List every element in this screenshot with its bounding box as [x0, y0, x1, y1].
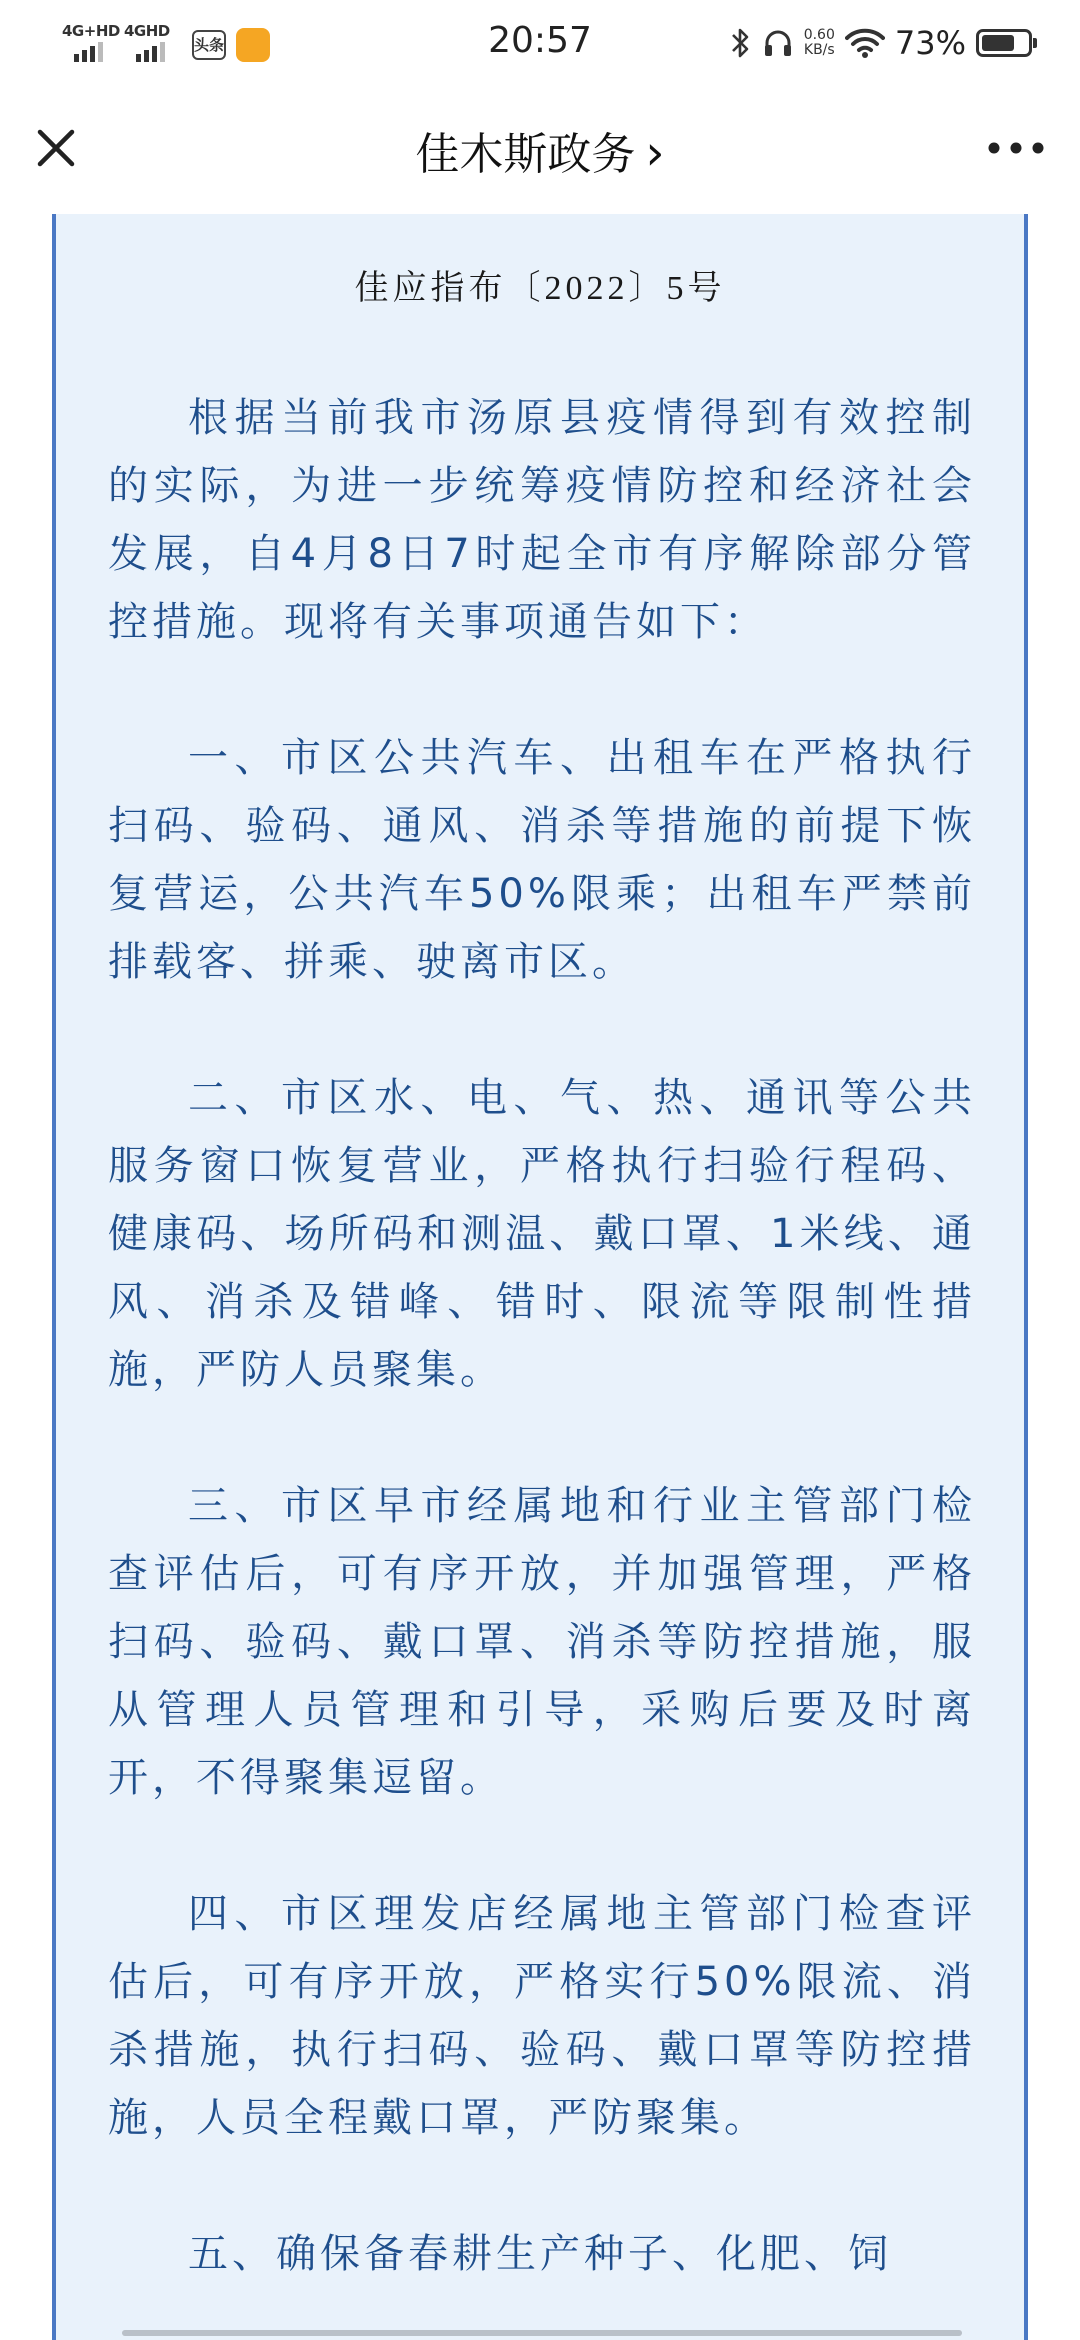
bluetooth-icon	[730, 26, 752, 60]
nav-title-wrap	[0, 118, 1080, 182]
article-content[interactable]	[52, 214, 1028, 2340]
battery-level	[982, 35, 1014, 51]
speed-unit: KB/s	[803, 42, 835, 58]
account-title-link[interactable]	[415, 125, 665, 181]
more-icon[interactable]	[980, 116, 1052, 180]
scroll-thumb[interactable]	[122, 2330, 962, 2336]
article-paragraph-intro: 根据当前我市汤原县疫情得到有效控制的实际，为进一步统筹疫情防控和经济社会发展，自4月8日7时起全市有序解除部分管控措施。现将有关事项通告如下：	[108, 395, 976, 645]
chevron-right-icon: ›	[645, 125, 665, 181]
network-label-1: 4G+HD	[62, 22, 120, 40]
scroll-indicator[interactable]	[122, 2330, 962, 2336]
article-paragraph-2: 二、市区水、电、气、热、通讯等公共服务窗口恢复营业，严格执行扫验行程码、健康码、场所码和测温、戴口罩、1米线、通风、消杀及错峰、错时、限流等限制性措施，严防人员聚集。	[108, 1075, 976, 1393]
article-paragraph-5: 五、确保备春耕生产种子、化肥、饲	[188, 2231, 892, 2277]
battery-icon	[976, 29, 1032, 57]
network-label-2: 4GHD	[124, 22, 170, 40]
headphones-icon	[762, 27, 794, 59]
article-paragraph-3: 三、市区早市经属地和行业主管部门检查评估后，可有序开放，并加强管理，严格扫码、验码、戴口罩、消杀等防控措施，服从管理人员管理和引导，采购后要及时离开，不得聚集逗留。	[108, 1483, 976, 1801]
close-icon[interactable]	[24, 116, 88, 180]
article-paragraph-1: 一、市区公共汽车、出租车在严格执行扫码、验码、通风、消杀等措施的前提下恢复营运，公共汽车50%限乘；出租车严禁前排载客、拼乘、驶离市区。	[108, 735, 976, 985]
status-right	[720, 20, 1032, 66]
network-speed	[804, 28, 835, 58]
article-paragraph-4: 四、市区理发店经属地主管部门检查评估后，可有序开放，严格实行50%限流、消杀措施，执行扫码、验码、戴口罩等防控措施，人员全程戴口罩，严防聚集。	[108, 1891, 976, 2141]
speed-value: 0.60	[803, 27, 835, 43]
status-bar	[0, 0, 1080, 84]
battery-percent: 73%	[894, 24, 966, 62]
nav-bar	[0, 84, 1080, 214]
article-body	[108, 384, 976, 2340]
toutiao-app-icon: 头条	[192, 30, 226, 60]
wifi-icon	[845, 27, 885, 59]
status-time: 20:57	[488, 20, 592, 61]
document-number: 佳应指布〔2022〕5号	[354, 270, 726, 307]
account-title: 佳木斯政务	[415, 129, 636, 180]
